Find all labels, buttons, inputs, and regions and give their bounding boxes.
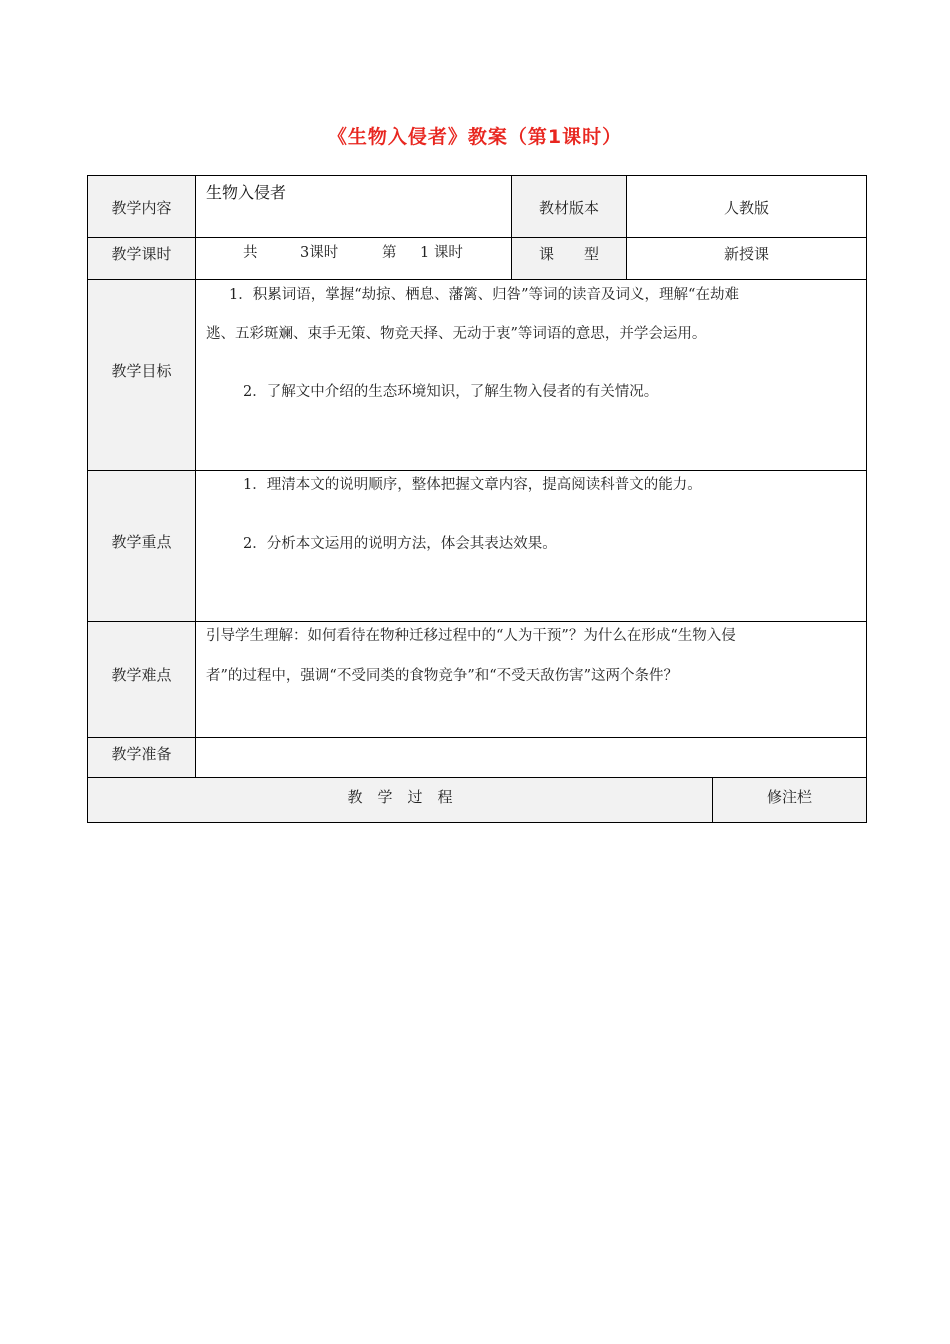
hours-current-value: 1 课时 bbox=[420, 245, 463, 261]
key-points-line-1: 1．理清本文的说明顺序，整体把握文章内容，提高阅读科普文的能力。 bbox=[243, 477, 702, 493]
hours-label: 教学课时 bbox=[111, 245, 172, 263]
hours-total-prefix: 共 bbox=[243, 245, 258, 261]
type-value: 新授课 bbox=[723, 245, 769, 263]
difficulties-line-1: 引导学生理解：如何看待在物种迁移过程中的“人为干预”？为什么在形成“生物入侵 bbox=[206, 628, 736, 644]
table-rule bbox=[87, 279, 867, 280]
key-points-line-2: 2．分析本文运用的说明方法，体会其表达效果。 bbox=[243, 536, 557, 552]
goals-line-3: 2．了解文中介绍的生态环境知识，了解生物入侵者的有关情况。 bbox=[243, 384, 659, 400]
notes-label: 修注栏 bbox=[766, 788, 812, 806]
table-rule bbox=[626, 175, 627, 280]
content-label: 教学内容 bbox=[111, 199, 172, 217]
difficulties-line-2: 者”的过程中，强调“不受同类的食物竞争”和“不受天敌伤害”这两个条件？ bbox=[206, 668, 679, 684]
content-value: 生物入侵者 bbox=[206, 183, 287, 202]
table-rule bbox=[195, 175, 196, 778]
edition-value: 人教版 bbox=[723, 199, 769, 217]
table-rule bbox=[866, 175, 867, 823]
table-rule bbox=[87, 777, 867, 778]
table-rule bbox=[87, 737, 867, 738]
prep-label: 教学准备 bbox=[111, 745, 172, 763]
edition-label: 教材版本 bbox=[538, 199, 599, 217]
hours-total-value: 3课时 bbox=[300, 245, 339, 261]
process-label: 教 学 过 程 bbox=[347, 788, 453, 806]
table-rule bbox=[511, 175, 512, 280]
key-points-label: 教学重点 bbox=[111, 533, 172, 551]
hours-current-prefix: 第 bbox=[382, 245, 397, 261]
document-title: 《生物入侵者》教案（第1课时） bbox=[327, 126, 623, 148]
table-rule bbox=[87, 175, 867, 176]
goals-line-1: 1．积累词语，掌握“劫掠、栖息、藩篱、归咎”等词的读音及词义，理解“在劫难 bbox=[229, 287, 739, 303]
table-rule bbox=[87, 822, 867, 823]
table-rule bbox=[87, 237, 867, 238]
table-rule bbox=[87, 470, 867, 471]
table-rule bbox=[87, 621, 867, 622]
goals-label: 教学目标 bbox=[111, 362, 172, 380]
type-label: 课 型 bbox=[538, 245, 599, 263]
difficulties-label: 教学难点 bbox=[111, 666, 172, 684]
goals-line-2: 逃、五彩斑斓、束手无策、物竞天择、无动于衷”等词语的意思，并学会运用。 bbox=[206, 326, 707, 342]
table-rule bbox=[87, 175, 88, 823]
